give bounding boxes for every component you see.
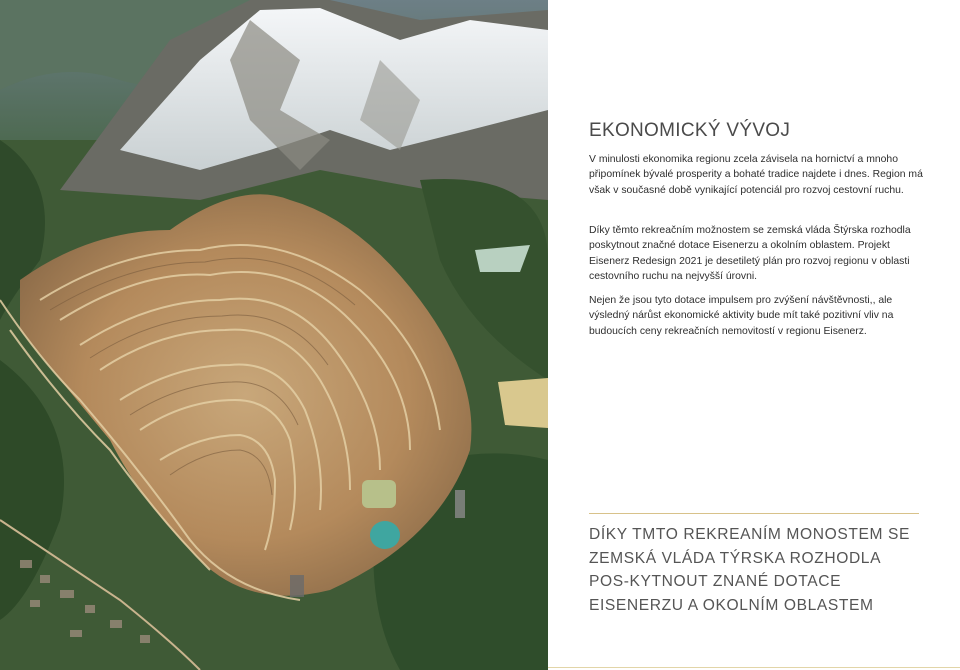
body-paragraph-3: Nejen že jsou tyto dotace impulsem pro zvýšení návštěvnosti,, ale výsledný nárůst ekonomické aktivity bude mít také pozitivní vliv na budoucích ceny rekreačních nemovitostí v regionu Eisenerz. — [589, 295, 894, 337]
pull-quote: DÍKY TMTO REKREANÍM MONOSTEM SE ZEMSKÁ VLÁDA TÝRSKA ROZHODLA POS-KYTNOUT ZNANÉ DOTACE EISENERZU A OKOLNÍM OBLASTEM — [589, 526, 910, 614]
page-bottom-divider — [548, 667, 960, 668]
body-paragraph-1: V minulosti ekonomika regionu zcela závisela na hornictví a mnoho připomínek bývalé prosperity a bohaté tradice najdete i dnes. Region má však v současné době vynikající potenciál pro rozvoj cestovní ruchu. — [589, 154, 923, 196]
section-heading: EKONOMICKÝ VÝVOJ — [589, 120, 791, 141]
body-paragraph-2: Díky těmto rekreačním možnostem se zemská vláda Štýrska rozhodla poskytnout značné dotace Eisenerzu a okolním oblastem. Projekt Eisenerz Redesign 2021 je desetiletý plán pro rozvoj regionu v oblasti cestovního ruchu na nejvyšší úrovni. — [589, 225, 911, 283]
text-column — [589, 0, 934, 670]
accent-divider — [589, 513, 919, 514]
